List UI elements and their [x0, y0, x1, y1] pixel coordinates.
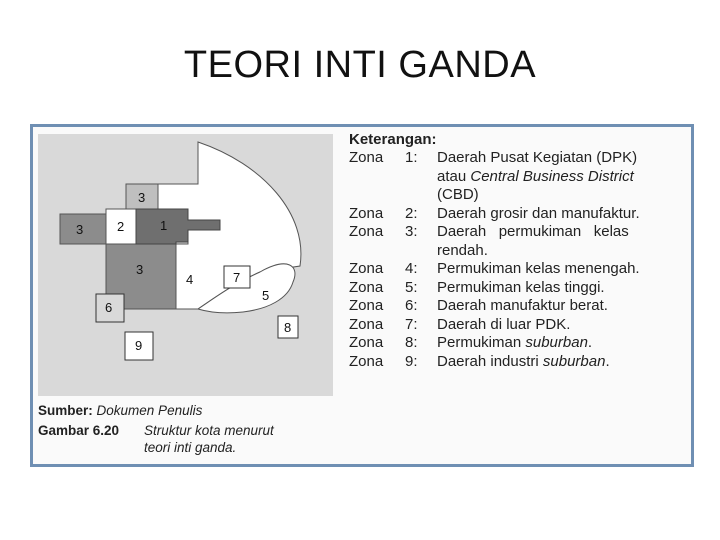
zone-label-3-top: 3: [138, 190, 146, 205]
legend-description: Daerah grosir dan manufaktur.: [437, 204, 640, 222]
figure-frame: [30, 124, 694, 467]
legend-row-9: [349, 353, 694, 372]
legend-description: Permukiman kelas tinggi.: [437, 278, 605, 296]
zone-label-1: 1: [160, 218, 168, 233]
zone-label-8: 8: [284, 320, 292, 335]
legend-zona-word: Zona: [349, 149, 384, 166]
legend-row-8: [349, 334, 694, 353]
legend-zona-word: [349, 186, 405, 205]
slide-title: TEORI INTI GANDA: [183, 44, 537, 86]
legend-zone-number: 9:: [405, 352, 418, 370]
legend-zona-word: Zona: [349, 204, 384, 222]
legend-zone-number: [405, 186, 437, 205]
source-caption: [38, 402, 338, 419]
legend-row-6: [349, 297, 694, 316]
zone-label-7: 7: [233, 270, 241, 285]
legend-zone-number: 8:: [405, 334, 418, 351]
legend-zone-number: 4:: [405, 260, 418, 277]
zone-label-2: 2: [117, 219, 125, 234]
figure-text-line-2: teori inti ganda.: [144, 440, 237, 455]
zone-label-3-left: 3: [76, 222, 84, 237]
legend-zona-word: Zona: [349, 315, 384, 333]
legend-description: atau Central Business District: [437, 167, 634, 185]
legend-zona-word: Zona: [349, 334, 384, 351]
legend-zone-number: 7:: [405, 315, 418, 333]
legend-row-1: [349, 149, 694, 168]
legend-row-3-line-2: [349, 242, 694, 261]
legend-zone-number: 6:: [405, 297, 418, 314]
figure-text-line-1: Struktur kota menurut: [144, 423, 274, 438]
source-value: Dokumen Penulis: [96, 403, 203, 418]
legend-row-4: [349, 260, 694, 279]
legend: [349, 131, 694, 371]
legend-row-2: [349, 205, 694, 224]
legend-zone-number: [405, 168, 437, 187]
zone-label-5: 5: [262, 288, 270, 303]
figure-caption: [38, 422, 338, 456]
legend-zone-number: 5:: [405, 278, 418, 296]
legend-row-7: [349, 316, 694, 335]
legend-description: Daerah di luar PDK.: [437, 315, 571, 333]
legend-zona-word: Zona: [349, 278, 384, 296]
legend-rows: [349, 149, 694, 371]
legend-description: Daerah permukiman kelas: [437, 223, 629, 240]
legend-row-1-line-2: [349, 168, 694, 187]
legend-zona-word: Zona: [349, 223, 384, 240]
legend-zone-number: 3:: [405, 223, 418, 240]
legend-row-5: [349, 279, 694, 298]
legend-description: rendah.: [437, 241, 488, 259]
zone-label-3-center: 3: [136, 262, 144, 277]
zone-map: [38, 134, 333, 396]
legend-zone-number: 1:: [405, 149, 418, 166]
legend-description: Permukiman suburban.: [437, 334, 593, 351]
zone-label-9: 9: [135, 338, 143, 353]
legend-description: Daerah Pusat Kegiatan (DPK): [437, 149, 638, 166]
source-label: Sumber:: [38, 403, 93, 418]
legend-zona-word: [349, 168, 405, 187]
legend-zona-word: [349, 242, 405, 261]
legend-zona-word: Zona: [349, 260, 384, 277]
zone-label-4: 4: [186, 272, 194, 287]
legend-zone-number: [405, 242, 437, 261]
legend-zona-word: Zona: [349, 297, 384, 314]
legend-title: Keterangan:: [349, 131, 437, 148]
legend-zona-word: Zona: [349, 352, 384, 370]
legend-zone-number: 2:: [405, 204, 418, 222]
legend-description: Daerah industri suburban.: [437, 352, 610, 370]
city-structure-diagram: [38, 134, 333, 396]
legend-description: Daerah manufaktur berat.: [437, 297, 608, 314]
legend-row-3: [349, 223, 694, 242]
legend-row-1-line-3: [349, 186, 694, 205]
legend-description: (CBD): [437, 186, 479, 203]
legend-description: Permukiman kelas menengah.: [437, 260, 640, 277]
figure-label: Gambar 6.20: [38, 423, 120, 438]
zone-label-6: 6: [105, 300, 113, 315]
